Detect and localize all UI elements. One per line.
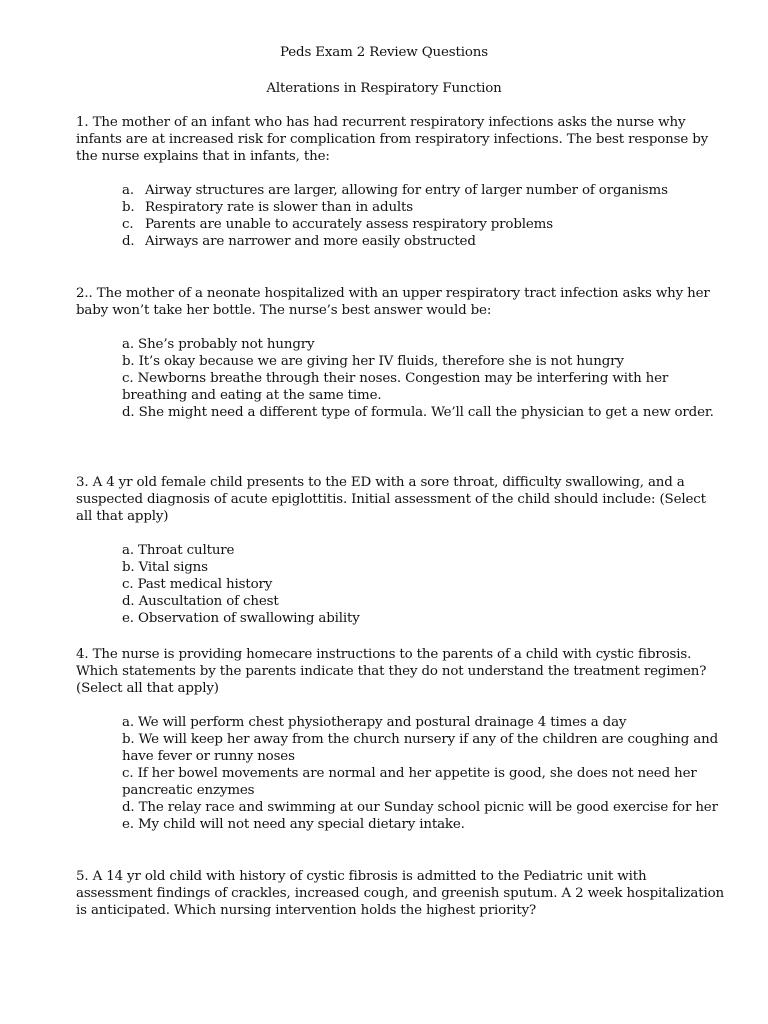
question-1-options bbox=[122, 182, 722, 250]
question-2-option-c: c. Newborns breathe through their noses. Congestion may be interfering with her breathing and eating at the same time. bbox=[122, 371, 669, 403]
option-label: d. bbox=[122, 234, 135, 249]
question-3-option-a: a. Throat culture bbox=[122, 543, 235, 558]
question-3 bbox=[76, 474, 724, 525]
question-3-option-d: d. Auscultation of chest bbox=[122, 594, 279, 609]
question-3-option-c: c. Past medical history bbox=[122, 577, 273, 592]
question-3-option-b: b. Vital signs bbox=[122, 560, 208, 575]
question-2-option-a: a. She’s probably not hungry bbox=[122, 337, 315, 352]
question-4-option-e: e. My child will not need any special dietary intake. bbox=[122, 817, 465, 832]
question-3-stem: 3. A 4 yr old female child presents to the ED with a sore throat, difficulty swallowing, and a suspected diagnosis of acute epiglottitis. Initial assessment of the child should include: (Select all that apply) bbox=[76, 475, 706, 524]
option-label: b. bbox=[122, 200, 135, 215]
question-4-option-a: a. We will perform chest physiotherapy and postural drainage 4 times a day bbox=[122, 715, 627, 730]
question-1-stem: 1. The mother of an infant who has had recurrent respiratory infections asks the nurse why infants are at increased risk for complication from respiratory infections. The best response by the nurse explains that in infants, the: bbox=[76, 115, 709, 164]
option-text: Airway structures are larger, allowing for entry of larger number of organisms bbox=[145, 183, 668, 198]
question-2-stem: 2.. The mother of a neonate hospitalized with an upper respiratory tract infection asks why her baby won’t take her bottle. The nurse’s best answer would be: bbox=[76, 286, 710, 318]
option-text: Respiratory rate is slower than in adults bbox=[145, 200, 413, 215]
option-text: Airways are narrower and more easily obstructed bbox=[145, 234, 476, 249]
question-3-options bbox=[122, 542, 722, 627]
question-1-option-d bbox=[122, 233, 722, 250]
document-subtitle: Alterations in Respiratory Function bbox=[266, 81, 502, 96]
question-5 bbox=[76, 868, 724, 919]
question-1 bbox=[76, 114, 724, 165]
question-2 bbox=[76, 285, 724, 319]
question-5-stem: 5. A 14 yr old child with history of cystic fibrosis is admitted to the Pediatric unit with assessment findings of crackles, increased cough, and greenish sputum. A 2 week hospitalization is anticipated. Which nursing intervention holds the highest priority? bbox=[76, 869, 724, 918]
question-2-option-b: b. It’s okay because we are giving her IV fluids, therefore she is not hungry bbox=[122, 354, 624, 369]
question-1-option-a bbox=[122, 182, 722, 199]
document-title: Peds Exam 2 Review Questions bbox=[280, 45, 488, 60]
question-4-options bbox=[122, 714, 722, 833]
question-3-option-e: e. Observation of swallowing ability bbox=[122, 611, 360, 626]
option-label: c. bbox=[122, 217, 134, 232]
question-4-stem: 4. The nurse is providing homecare instructions to the parents of a child with cystic fibrosis. Which statements by the parents indicate that they do not understand the treatment regimen? (Select all that apply) bbox=[76, 647, 707, 696]
question-1-option-b bbox=[122, 199, 722, 216]
question-4-option-b: b. We will keep her away from the church nursery if any of the children are coughing and have fever or runny noses bbox=[122, 732, 719, 764]
question-1-option-c bbox=[122, 216, 722, 233]
question-4-option-c: c. If her bowel movements are normal and her appetite is good, she does not need her pancreatic enzymes bbox=[122, 766, 697, 798]
question-4-option-d: d. The relay race and swimming at our Sunday school picnic will be good exercise for her bbox=[122, 800, 718, 815]
question-4 bbox=[76, 646, 724, 697]
question-2-option-d: d. She might need a different type of formula. We’ll call the physician to get a new order. bbox=[122, 405, 714, 420]
option-label: a. bbox=[122, 183, 134, 198]
option-text: Parents are unable to accurately assess respiratory problems bbox=[145, 217, 553, 232]
question-2-options bbox=[122, 336, 722, 421]
